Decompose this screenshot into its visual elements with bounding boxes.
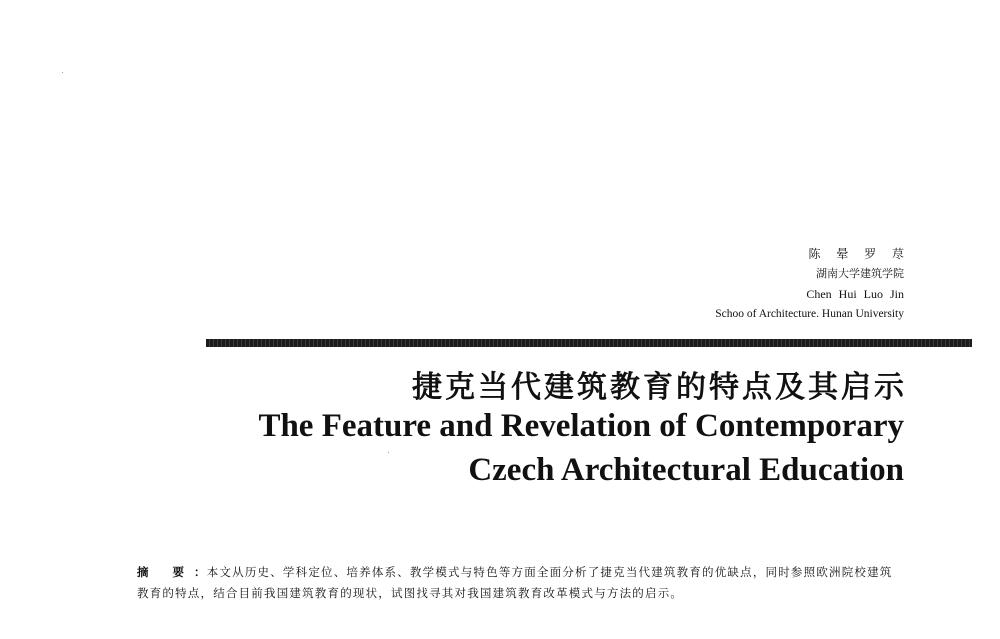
title-rule [206,339,972,347]
truncated-keywords-line [137,630,897,639]
abstract-colon: ： [194,565,207,579]
author-names-en: Chen Hui Luo Jin [806,287,904,301]
affiliation-en: Schoo of Architecture. Hunan University [715,308,904,320]
title-en [184,404,904,492]
title-en-line1: The Feature and Revelation of Contemporary [258,408,904,444]
abstract [137,562,897,604]
abstract-label: 摘 要 [137,565,195,579]
abstract-text: 本文从历史、学科定位、培养体系、教学模式与特色等方面全面分析了捷克当代建筑教育的优缺点，同时参照欧洲院校建筑教育的特点，结合目前我国建筑教育的现状，试图找寻其对我国建筑教育改革模式与方法的启示。 [137,565,893,600]
affiliation-cn: 湖南大学建筑学院 [816,267,904,280]
scan-speck [62,72,63,73]
title-en-line2: Czech Architectural Education [468,452,904,488]
author-names-cn: 陈 晕 罗 荩 [808,247,910,261]
author-block [504,244,910,324]
title-cn: 捷克当代建筑教育的特点及其启示 [412,370,907,405]
